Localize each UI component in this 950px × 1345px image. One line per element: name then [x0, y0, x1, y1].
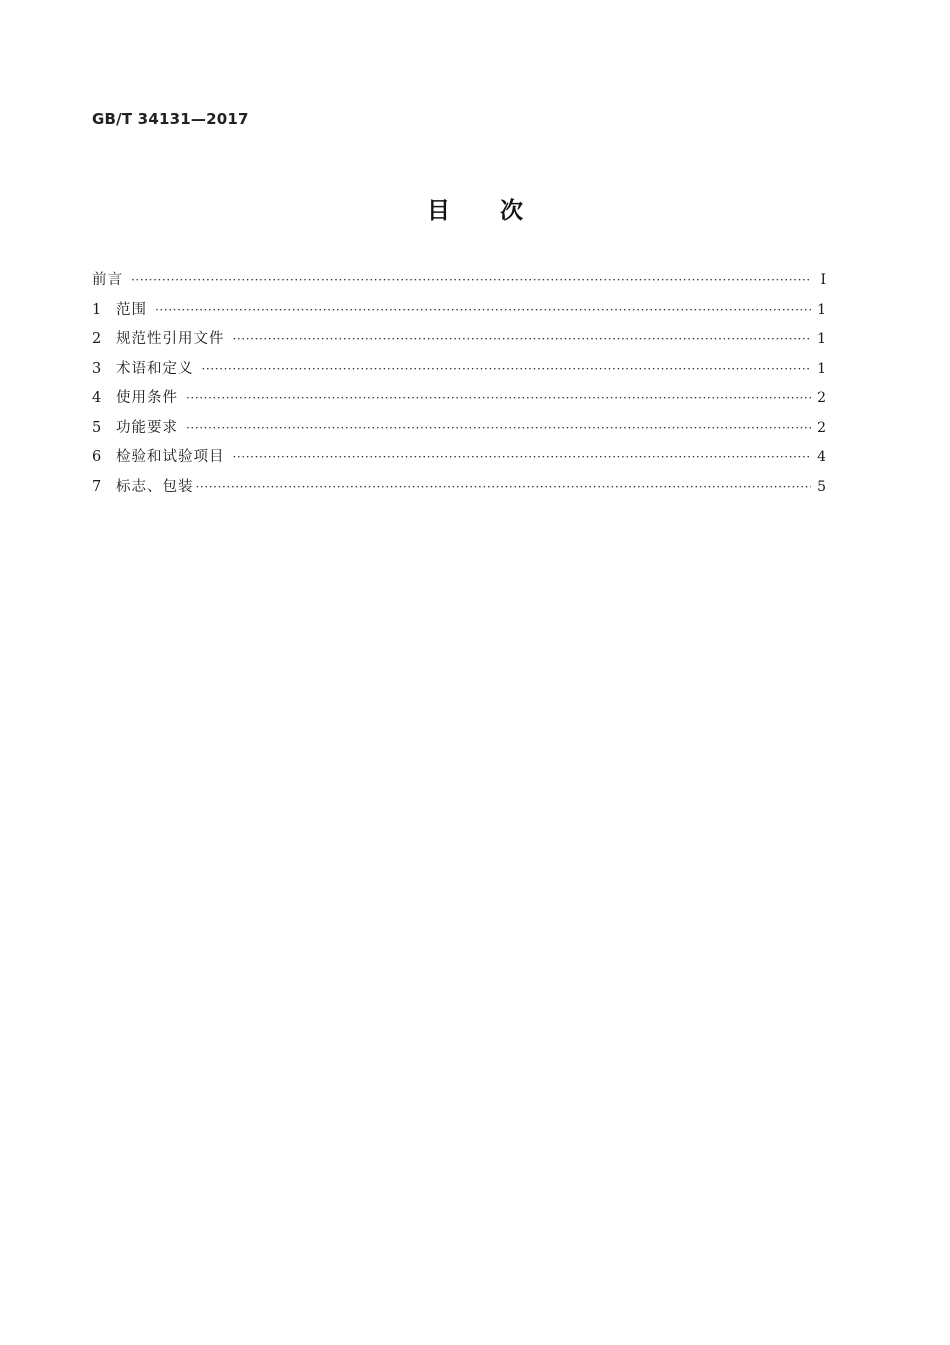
toc-entry-number: 1 — [92, 301, 102, 318]
toc-entry-label: 规范性引用文件 — [116, 331, 225, 347]
table-of-contents — [92, 268, 826, 504]
toc-entry-label: 使用条件 — [116, 390, 178, 406]
toc-entry-page: 1 — [817, 360, 826, 377]
toc-entry-number: 3 — [92, 360, 102, 377]
toc-title: 目次 — [427, 198, 573, 224]
toc-entry-page: Ⅰ — [820, 272, 826, 288]
toc-entry-label: 标志、包装 — [116, 478, 194, 495]
toc-dot-leader — [155, 303, 811, 317]
toc-entry-foreword[interactable] — [92, 268, 826, 298]
toc-entry-functional-requirements[interactable] — [92, 416, 826, 446]
toc-entry-page: 5 — [817, 478, 826, 495]
toc-dot-leader — [202, 362, 812, 376]
toc-entry-label: 术语和定义 — [116, 360, 194, 377]
toc-entry-page: 2 — [817, 419, 826, 436]
standard-code: GB/T 34131—2017 — [92, 110, 249, 128]
toc-entry-number: 2 — [92, 331, 102, 347]
toc-entry-number: 4 — [92, 390, 102, 406]
toc-entry-page: 1 — [817, 301, 826, 318]
toc-entry-number: 5 — [92, 419, 102, 436]
toc-dot-leader — [186, 391, 811, 405]
toc-dot-leader — [186, 421, 811, 435]
toc-entry-label: 检验和试验项目 — [116, 449, 225, 465]
toc-entry-page: 1 — [817, 331, 826, 347]
toc-entry-label: 范围 — [116, 301, 147, 318]
toc-entry-label: 功能要求 — [116, 419, 178, 436]
toc-entry-label: 前言 — [92, 272, 123, 288]
toc-entry-inspection-tests[interactable] — [92, 445, 826, 475]
toc-entry-number: 7 — [92, 478, 102, 495]
toc-entry-terms-definitions[interactable] — [92, 357, 826, 387]
toc-dot-leader — [233, 450, 812, 464]
toc-entry-service-conditions[interactable] — [92, 386, 826, 416]
toc-entry-page: 4 — [817, 449, 826, 465]
toc-entry-normative-references[interactable] — [92, 327, 826, 357]
toc-entry-page: 2 — [817, 390, 826, 406]
toc-dot-leader — [196, 480, 812, 494]
toc-entry-marking-packaging[interactable] — [92, 475, 826, 505]
toc-dot-leader — [233, 332, 812, 346]
toc-entry-scope[interactable] — [92, 298, 826, 328]
toc-dot-leader — [131, 273, 812, 287]
toc-entry-number: 6 — [92, 449, 102, 465]
